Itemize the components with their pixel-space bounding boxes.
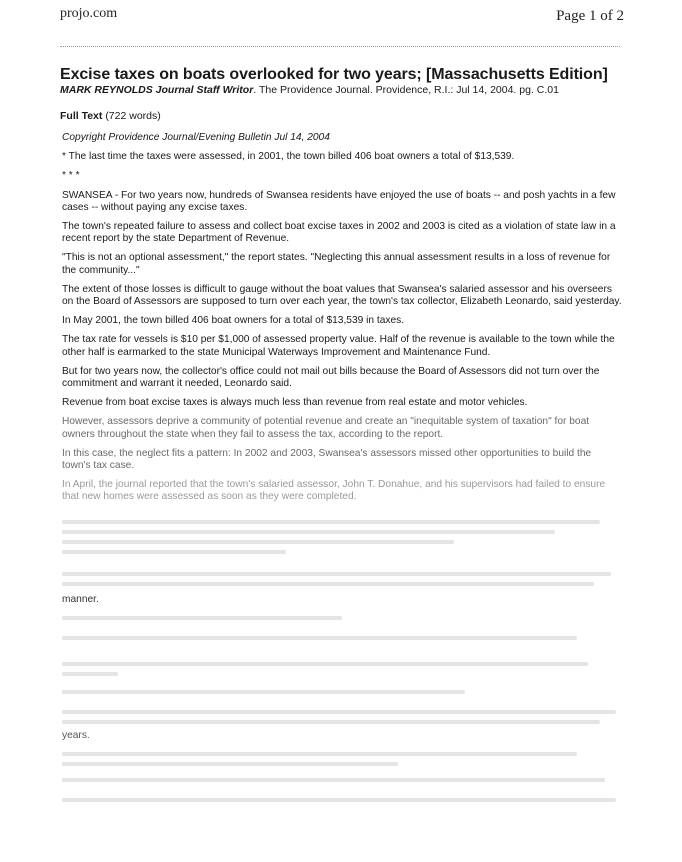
site-name: projo.com — [60, 6, 118, 21]
faint-paragraph: In April, the journal reported that the town's salaried assessor, John T. Donahue, and his supervisors had failed to ensure that new homes were assessed as soon as they were completed. — [62, 479, 606, 503]
paragraph: "This is not an optional assessment," the report states. "Neglecting this annual assessment results in a loss of revenue for the community..." — [62, 252, 611, 276]
trailing-word: manner. — [62, 594, 99, 605]
header-rule — [60, 46, 620, 47]
article-byline: MARK REYNOLDS Journal Staff Writor. The Providence Journal. Providence, R.I.: Jul 14, 2004. pg. C.01 — [60, 84, 559, 96]
page-indicator: Page 1 of 2 — [556, 8, 624, 24]
paragraph: * The last time the taxes were assessed, in 2001, the town billed 406 boat owners a total of $13,539. — [62, 151, 515, 163]
illegible-text-block — [62, 662, 622, 682]
paragraph: The extent of those losses is difficult to gauge without the boat values that Swansea's salaried assessor and his overseers on the Board of Assessors are supposed to turn over each year, the town's tax collector, Elizabeth Leonardo, said yesterday. — [62, 283, 622, 308]
article-title: Excise taxes on boats overlooked for two years; [Massachusetts Edition] — [60, 66, 608, 83]
faint-paragraph: However, assessors deprive a community of potential revenue and create an "inequitable system of taxation" for boat owners throughout the state when they fail to assess the tax, according to the report. — [62, 416, 590, 440]
illegible-text-block — [62, 710, 622, 730]
trailing-word: years. — [62, 730, 90, 741]
illegible-text-block — [62, 778, 622, 788]
article-author: MARK REYNOLDS Journal Staff Writor — [60, 84, 254, 96]
article-body — [62, 132, 622, 511]
copyright-line: Copyright Providence Journal/Evening Bulletin Jul 14, 2004 — [62, 132, 330, 143]
paragraph: In May 2001, the town billed 406 boat owners for a total of $13,539 in taxes. — [62, 315, 405, 327]
paragraph: But for two years now, the collector's office could not mail out bills because the Board of Assessors did not turn over the commitment and warrant it needed, Leonardo said. — [62, 365, 600, 390]
paragraph: SWANSEA - For two years now, hundreds of Swansea residents have enjoyed the use of boats -- and posh yachts in a few cases -- without paying any excise taxes. — [62, 189, 616, 213]
paragraph: The town's repeated failure to assess and collect boat excise taxes in 2002 and 2003 is cited as a violation of state law in a recent report by the state Department of Revenue. — [62, 221, 616, 245]
illegible-text-block — [62, 572, 622, 592]
illegible-text-block — [62, 616, 622, 646]
illegible-text-block — [62, 520, 622, 560]
word-count: (722 words) — [105, 110, 161, 122]
illegible-text-block — [62, 798, 622, 808]
illegible-text-block — [62, 752, 622, 772]
article-citation: The Providence Journal. Providence, R.I.: Jul 14, 2004. pg. C.01 — [258, 84, 559, 96]
paragraph-separator: * * * — [62, 170, 80, 182]
paragraph: The tax rate for vessels is $10 per $1,000 of assessed property value. Half of the revenue is available to the town while the other half is earmarked to the state Municipal Waterways Improvement and Maintenance Fund. — [62, 334, 615, 358]
paragraph: Revenue from boat excise taxes is always much less than revenue from real estate and motor vehicles. — [62, 397, 528, 409]
faint-paragraph: In this case, the neglect fits a pattern: In 2002 and 2003, Swansea's assessors missed other opportunities to build the town's tax case. — [62, 447, 592, 472]
illegible-text-block — [62, 690, 622, 700]
full-text-info — [60, 110, 161, 122]
full-text-label: Full Text — [60, 110, 103, 122]
